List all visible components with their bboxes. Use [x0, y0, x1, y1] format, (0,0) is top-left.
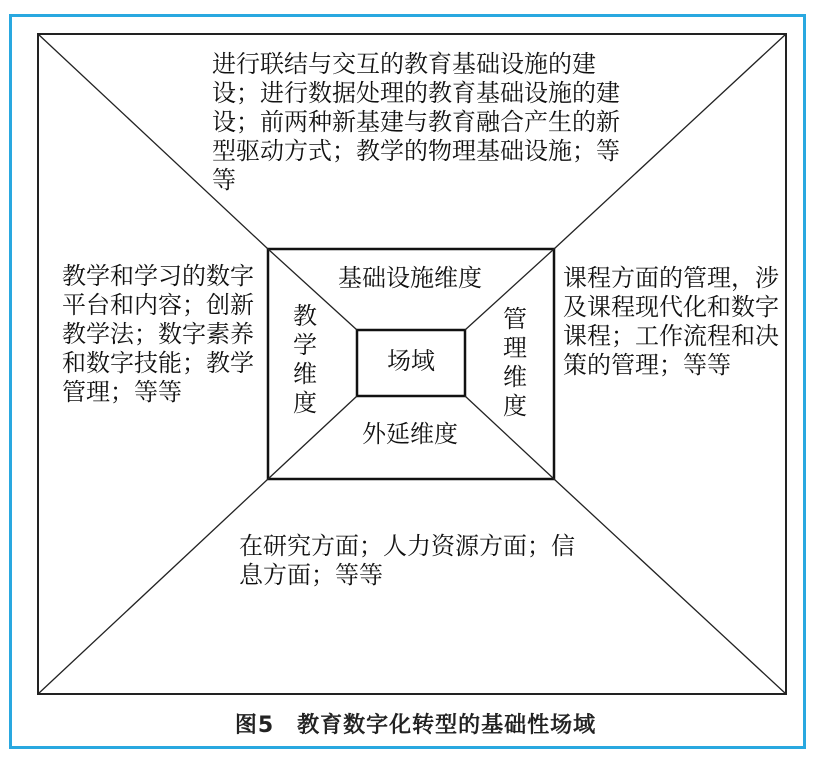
extension-dimension-label: 外延维度	[362, 420, 458, 448]
management-dimension-label: 管理维度	[503, 305, 527, 420]
left-region-text: 教学和学习的数字平台和内容；创新教学法；数字素养和数字技能；教学管理；等等	[62, 262, 254, 406]
figure-caption: 图5 教育数字化转型的基础性场域	[234, 713, 597, 738]
infrastructure-dimension-label: 基础设施维度	[338, 264, 482, 292]
right-region-text: 课程方面的管理，涉及课程现代化和数字课程；工作流程和决策的管理；等等	[563, 264, 779, 379]
diagonal-bottom-left-outer	[38, 479, 268, 694]
core-field-label: 场域	[387, 347, 435, 375]
top-region-text: 进行联结与交互的教育基础设施的建设；进行数据处理的教育基础设施的建设；前两种新基建与教育融合产生的新型驱动方式；教学的物理基础设施；等等	[212, 50, 620, 194]
teaching-dimension-label: 教学维度	[293, 302, 317, 417]
bottom-region-text: 在研究方面；人力资源方面；信息方面；等等	[239, 532, 575, 589]
diagonal-bottom-right-outer	[554, 479, 786, 694]
